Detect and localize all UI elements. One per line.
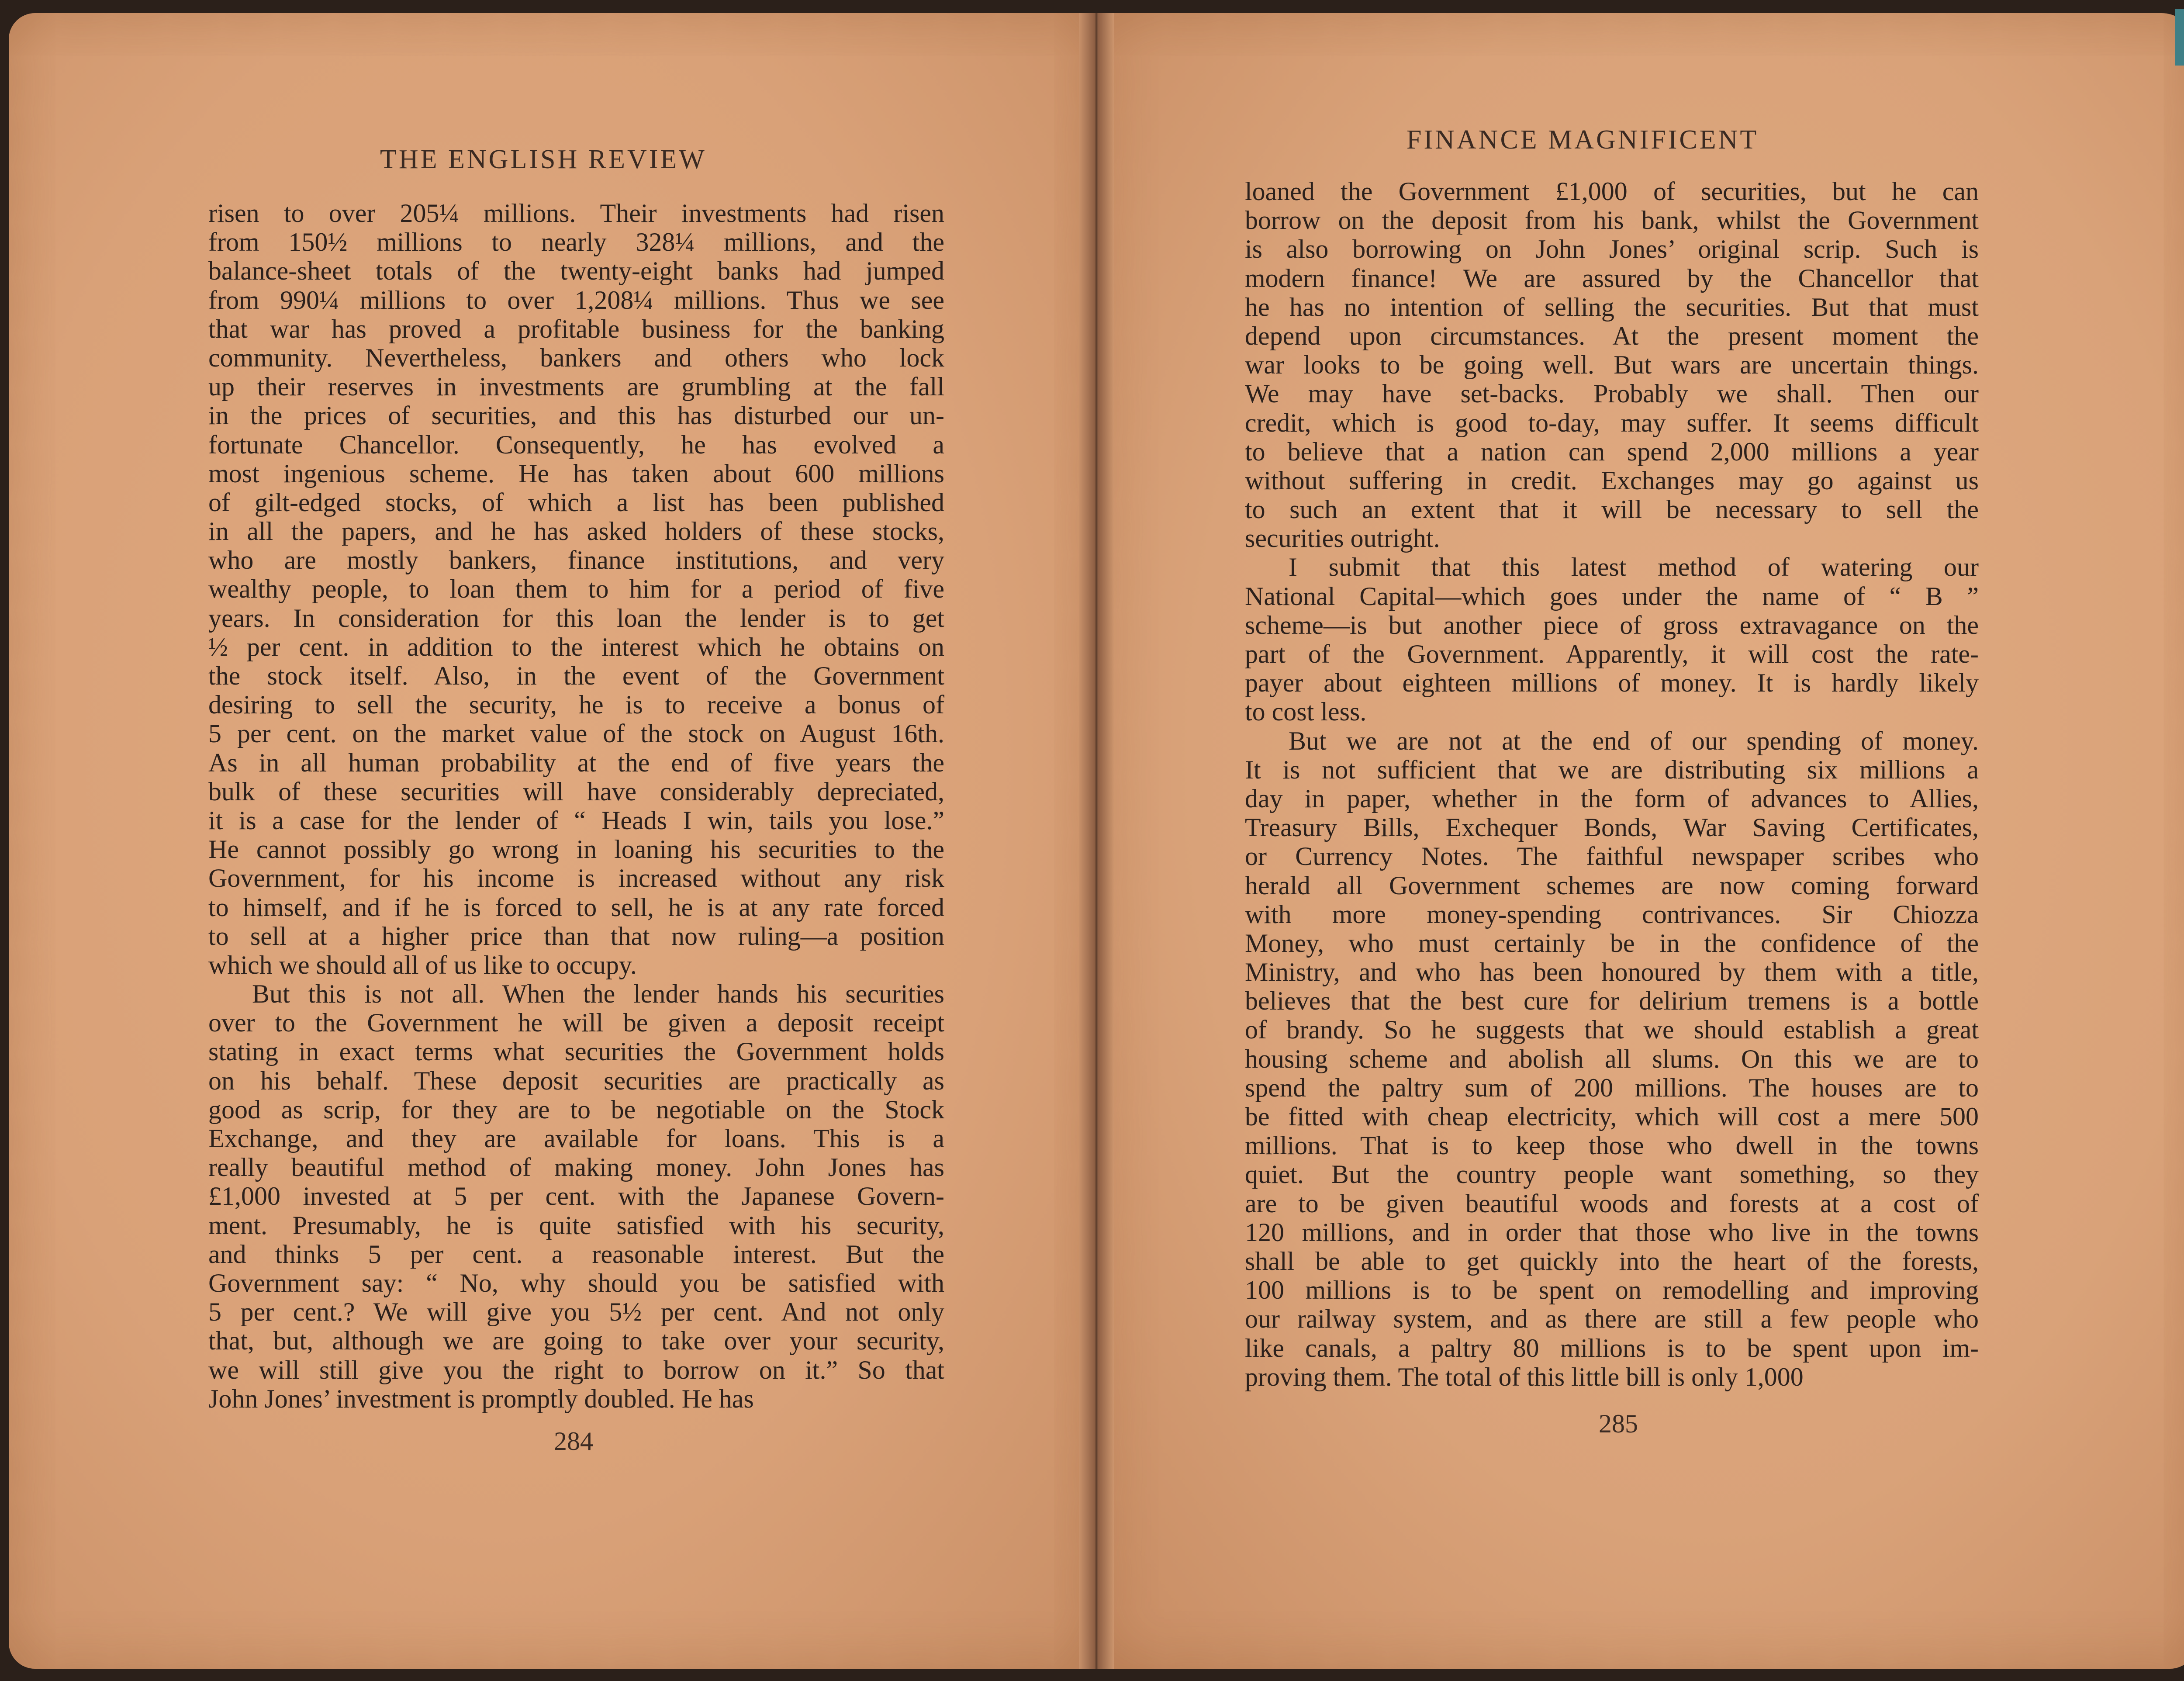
right-page-number: 285 [1599, 1409, 1638, 1438]
text-line: that, but, although we are going to take over your security, [208, 1326, 944, 1356]
text-line: that war has proved a profitable business for the banking [208, 314, 944, 343]
text-line: the stock itself. Also, in the event of the Government [208, 661, 944, 690]
text-line: desiring to sell the security, he is to receive a bonus of [208, 690, 944, 719]
text-line: It is not sufficient that we are distributing six millions a [1245, 755, 1979, 784]
text-line: Treasury Bills, Exchequer Bonds, War Saving Certificates, [1245, 813, 1979, 842]
text-line: proving them. The total of this little bill is only 1,000 [1245, 1362, 1804, 1391]
text-line: without suffering in credit. Exchanges may go against us [1245, 466, 1979, 495]
text-line: 5 per cent. on the market value of the stock on August 16th. [208, 719, 944, 748]
text-line: good as scrip, for they are to be negotiable on the Stock [208, 1095, 944, 1124]
text-line: it is a case for the lender of “ Heads I win, tails you lose.” [208, 806, 944, 835]
text-line: to such an extent that it will be necessary to sell the [1245, 495, 1979, 524]
text-line: borrow on the deposit from his bank, whilst the Government [1245, 206, 1979, 235]
text-line: bulk of these securities will have considerably depreciated, [208, 777, 944, 806]
text-line: 120 millions, and in order that those who live in the towns [1245, 1218, 1979, 1247]
text-line: on his behalf. These deposit securities are practically as [208, 1066, 944, 1095]
text-line: herald all Government schemes are now coming forward [1245, 871, 1979, 900]
text-line: of gilt-edged stocks, of which a list has been published [208, 488, 944, 517]
text-line: most ingenious scheme. He has taken about 600 millions [208, 459, 944, 488]
cover-edge [2175, 9, 2184, 66]
text-line: modern finance! We are assured by the Chancellor that [1245, 263, 1979, 293]
text-line: ment. Presumably, he is quite satisfied with his security, [208, 1211, 944, 1240]
text-line: war looks to be going well. But wars are uncertain things. [1245, 350, 1979, 380]
text-line: millions. That is to keep those who dwell in the towns [1245, 1131, 1979, 1160]
text-line: shall be able to get quickly into the heart of the forests, [1245, 1246, 1979, 1276]
text-line: He cannot possibly go wrong in loaning his securities to the [208, 835, 944, 864]
text-line: from 990¼ millions to over 1,208¼ millions. Thus we see [208, 285, 944, 315]
text-line: wealthy people, to loan them to him for a period of five [208, 574, 944, 604]
text-line: fortunate Chancellor. Consequently, he has evolved a [208, 430, 944, 459]
text-line: of brandy. So he suggests that we should establish a great [1245, 1015, 1979, 1045]
text-line: in the prices of securities, and this has disturbed our un- [208, 401, 944, 430]
text-line: with more money-spending contrivances. Sir Chiozza [1245, 899, 1979, 929]
text-line: depend upon circumstances. At the present moment the [1245, 321, 1979, 350]
text-line: believes that the best cure for delirium tremens is a bottle [1245, 986, 1979, 1016]
text-line: scheme—is but another piece of gross extravagance on the [1245, 610, 1979, 640]
text-line: and thinks 5 per cent. a reasonable interest. But the [208, 1239, 944, 1269]
text-line: to himself, and if he is forced to sell, he is at any rate forced [208, 892, 944, 922]
left-running-head: THE ENGLISH REVIEW [380, 145, 707, 174]
text-line: years. In consideration for this loan the lender is to get [208, 603, 944, 633]
text-line: part of the Government. Apparently, it will cost the rate- [1245, 640, 1979, 668]
text-line: But this is not all. When the lender hands his securities [252, 979, 944, 1009]
text-line: is also borrowing on John Jones’ original scrip. Such is [1245, 235, 1979, 264]
text-line: day in paper, whether in the form of advances to Allies, [1245, 784, 1979, 813]
text-line: which we should all of us like to occupy. [208, 950, 637, 979]
left-page-number: 284 [554, 1427, 593, 1456]
text-line: quiet. But the country people want something, so they [1245, 1160, 1979, 1189]
text-line: John Jones’ investment is promptly doubled. He has [208, 1384, 754, 1413]
text-line: like canals, a paltry 80 millions is to be spent upon im- [1245, 1333, 1979, 1363]
text-line: balance-sheet totals of the twenty-eight banks had jumped [208, 256, 944, 286]
text-line: risen to over 205¼ millions. Their investments had risen [208, 199, 944, 228]
text-line: who are mostly bankers, finance institutions, and very [208, 546, 944, 575]
text-line: spend the paltry sum of 200 millions. The houses are to [1245, 1073, 1979, 1102]
text-line: over to the Government he will be given a deposit receipt [208, 1008, 944, 1038]
text-line: securities outright. [1245, 524, 1440, 553]
right-body-text [1245, 177, 1979, 1391]
text-line: up their reserves in investments are grumbling at the fall [208, 372, 944, 401]
text-line: housing scheme and abolish all slums. On this we are to [1245, 1044, 1979, 1073]
text-line: £1,000 invested at 5 per cent. with the Japanese Govern- [208, 1182, 944, 1211]
text-line: 5 per cent.? We will give you 5½ per cent. And not only [208, 1297, 944, 1327]
text-line: be fitted with cheap electricity, which will cost a mere 500 [1245, 1102, 1979, 1131]
text-line: Exchange, and they are available for loans. This is a [208, 1124, 944, 1153]
text-line: to believe that a nation can spend 2,000 millions a year [1245, 437, 1979, 466]
text-line: But we are not at the end of our spending of money. [1289, 726, 1979, 755]
text-line: payer about eighteen millions of money. It is hardly likely [1245, 668, 1979, 698]
text-line: we will still give you the right to borrow on it.” So that [208, 1355, 944, 1384]
text-line: are to be given beautiful woods and forests at a cost of [1245, 1189, 1979, 1218]
text-line: I submit that this latest method of watering our [1289, 553, 1979, 582]
right-running-head: FINANCE MAGNIFICENT [1406, 125, 1759, 155]
text-line: our railway system, and as there are still a few people who [1245, 1304, 1979, 1334]
text-line: he has no intention of selling the securities. But that must [1245, 292, 1979, 322]
text-line: really beautiful method of making money. John Jones has [208, 1153, 944, 1182]
text-line: from 150½ millions to nearly 328¼ millions, and the [208, 228, 944, 257]
book-gutter [1079, 13, 1114, 1669]
left-body-text [208, 199, 944, 1413]
text-line: to cost less. [1245, 697, 1367, 726]
text-line: community. Nevertheless, bankers and others who lock [208, 343, 944, 372]
text-line: credit, which is good to-day, may suffer. It seems difficult [1245, 408, 1979, 437]
text-line: Government, for his income is increased without any risk [208, 864, 944, 893]
text-line: Money, who must certainly be in the confidence of the [1245, 928, 1979, 958]
text-line: National Capital—which goes under the name of “ B ” [1245, 581, 1979, 611]
text-line: or Currency Notes. The faithful newspaper scribes who [1245, 842, 1979, 871]
text-line: stating in exact terms what securities the Government holds [208, 1037, 944, 1066]
text-line: 100 millions is to be spent on remodelling and improving [1245, 1276, 1979, 1305]
text-line: Ministry, and who has been honoured by them with a title, [1245, 958, 1979, 987]
text-line: to sell at a higher price than that now ruling—a position [208, 921, 944, 951]
text-line: As in all human probability at the end of five years the [208, 748, 944, 777]
text-line: loaned the Government £1,000 of securities, but he can [1245, 177, 1979, 206]
text-line: in all the papers, and he has asked holders of these stocks, [208, 517, 944, 546]
text-line: ½ per cent. in addition to the interest which he obtains on [208, 632, 944, 661]
text-line: We may have set-backs. Probably we shall. Then our [1245, 379, 1979, 408]
text-line: Government say: “ No, why should you be satisfied with [208, 1268, 944, 1297]
